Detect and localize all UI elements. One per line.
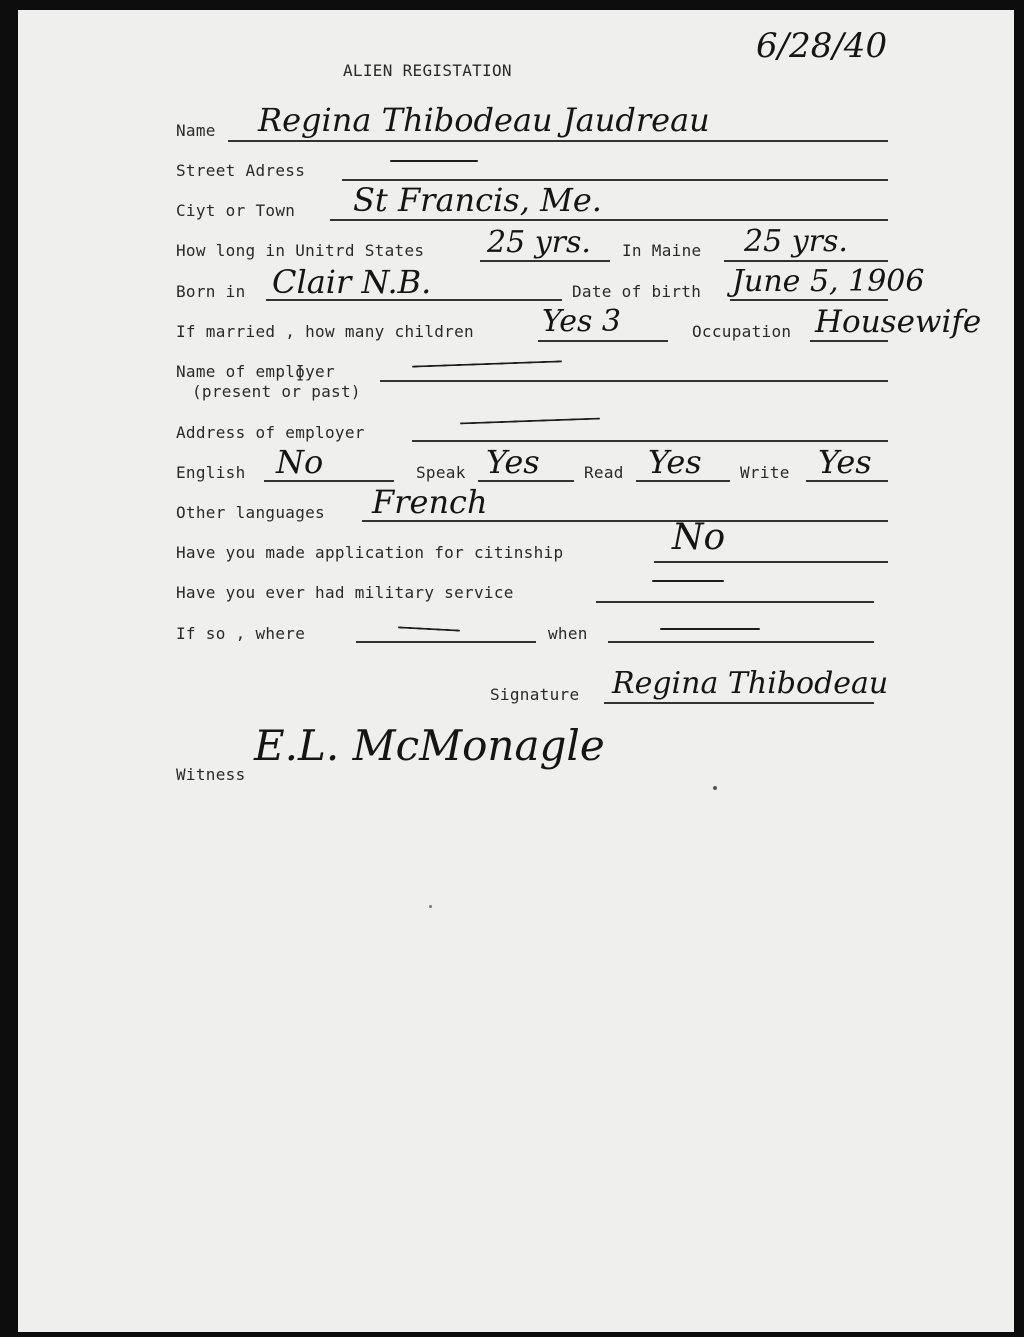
street-label: Street Adress xyxy=(176,161,306,180)
dob-line xyxy=(730,299,888,301)
read-value: Yes xyxy=(648,443,702,481)
employer-address-label: Address of employer xyxy=(176,423,365,442)
dob-label: Date of birth xyxy=(572,282,702,301)
citizenship-line xyxy=(654,561,888,563)
married-line xyxy=(538,340,668,342)
military-line xyxy=(596,601,874,603)
when-line xyxy=(608,641,874,643)
write-value: Yes xyxy=(818,443,872,481)
english-value: No xyxy=(276,443,324,481)
dob-value: June 5, 1906 xyxy=(732,264,925,299)
inmaine-value: 25 yrs. xyxy=(744,224,848,259)
signature-value: Regina Thibodeau xyxy=(612,666,889,701)
military-dash xyxy=(652,580,724,582)
married-value: Yes 3 xyxy=(542,304,621,339)
occupation-label: Occupation xyxy=(692,322,792,341)
name-label: Name xyxy=(176,121,216,140)
other-lang-label: Other languages xyxy=(176,503,325,522)
employer-sub-label: (present or past) xyxy=(192,382,361,401)
citizenship-label: Have you made application for citinship xyxy=(176,543,564,562)
english-label: English xyxy=(176,463,246,482)
employer-address-line xyxy=(412,440,888,442)
citizenship-value: No xyxy=(672,517,726,558)
employer-label: Name of emplɸyer xyxy=(176,362,335,381)
signature-line xyxy=(604,702,874,704)
bornin-label: Born in xyxy=(176,282,246,301)
form-title: ALIEN REGISTATION xyxy=(343,61,512,80)
when-label: when xyxy=(548,624,588,643)
signature-label: Signature xyxy=(490,685,580,704)
witness-signature: E.L. McMonagle xyxy=(254,721,605,770)
ink-speck xyxy=(429,905,432,908)
read-label: Read xyxy=(584,463,624,482)
howlong-value: 25 yrs. xyxy=(487,225,591,260)
street-dash xyxy=(390,160,478,162)
when-dash xyxy=(660,628,760,630)
date-handwritten: 6/28/40 xyxy=(756,26,888,66)
witness-label: Witness xyxy=(176,765,246,784)
howlong-label: How long in Unitrd States xyxy=(176,241,425,260)
married-label: If married , how many children xyxy=(176,322,474,341)
city-label: Ciyt or Town xyxy=(176,201,296,220)
name-line xyxy=(228,140,888,142)
speak-value: Yes xyxy=(486,443,540,481)
howlong-line xyxy=(480,260,610,262)
other-lang-value: French xyxy=(372,483,488,521)
ink-speck xyxy=(713,786,717,790)
name-value: Regina Thibodeau Jaudreau xyxy=(258,101,710,139)
military-label: Have you ever had military service xyxy=(176,583,514,602)
speak-label: Speak xyxy=(416,463,466,482)
inmaine-label: In Maine xyxy=(622,241,702,260)
city-line xyxy=(330,219,888,221)
occupation-value: Housewife xyxy=(815,304,982,340)
bornin-value: Clair N.B. xyxy=(272,263,432,301)
ifso-line xyxy=(356,641,536,643)
ifso-label: If so , where xyxy=(176,624,306,643)
inmaine-line xyxy=(724,260,888,262)
employer-line xyxy=(380,380,888,382)
city-value: St Francis, Me. xyxy=(353,181,602,219)
write-label: Write xyxy=(740,463,790,482)
occupation-line xyxy=(810,340,888,342)
